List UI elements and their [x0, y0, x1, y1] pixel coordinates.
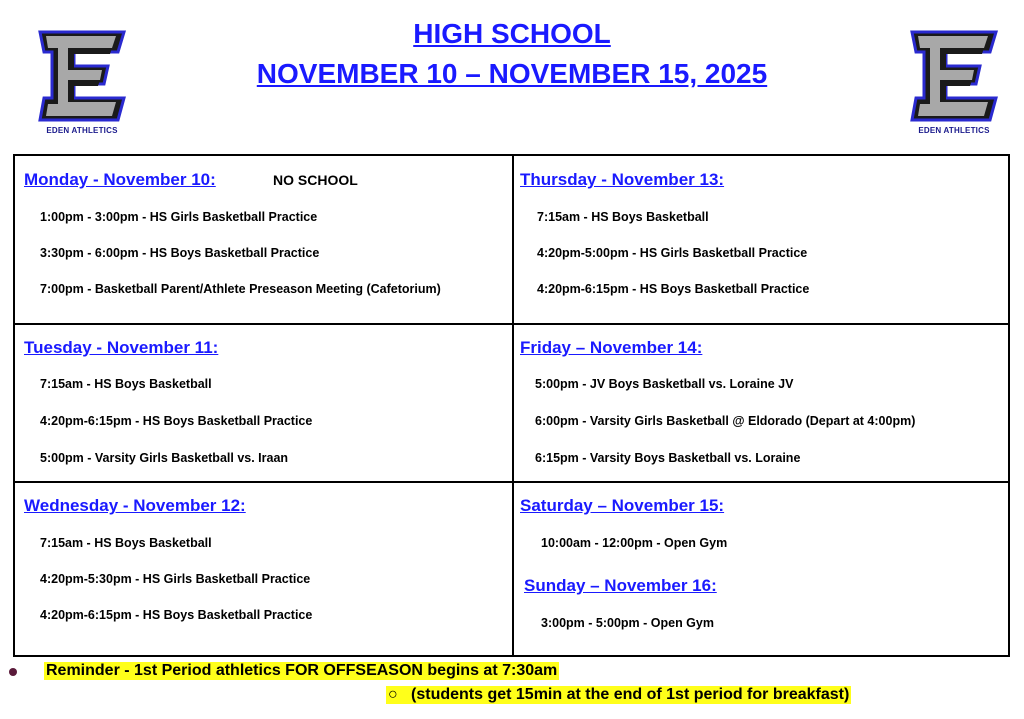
event-item: 7:15am - HS Boys Basketball [40, 536, 212, 550]
event-item: 6:15pm - Varsity Boys Basketball vs. Loraine [535, 451, 801, 465]
day-heading-monday: Monday - November 10: [24, 170, 216, 189]
event-item: 5:00pm - JV Boys Basketball vs. Loraine JV [535, 377, 794, 391]
day-heading-saturday: Saturday – November 15: [520, 496, 725, 515]
event-item: 3:30pm - 6:00pm - HS Boys Basketball Practice [40, 246, 320, 260]
row-divider [15, 481, 1008, 483]
event-item: 4:20pm-6:15pm - HS Boys Basketball Practice [40, 414, 313, 428]
day-heading-sunday: Sunday – November 16: [524, 576, 717, 595]
event-item: 7:15am - HS Boys Basketball [537, 210, 709, 224]
reminder-subnote [386, 686, 851, 704]
logo-caption: EDEN ATHLETICS [918, 126, 990, 135]
eden-athletics-logo-left [34, 26, 130, 138]
eden-athletics-logo-right [906, 26, 1002, 138]
event-item: 10:00am - 12:00pm - Open Gym [541, 536, 728, 550]
event-item: 3:00pm - 5:00pm - Open Gym [541, 616, 714, 630]
event-item: 6:00pm - Varsity Girls Basketball @ Eldorado (Depart at 4:00pm) [535, 414, 916, 428]
logo-caption: EDEN ATHLETICS [46, 126, 118, 135]
bullet-icon [9, 668, 17, 676]
event-item: 1:00pm - 3:00pm - HS Girls Basketball Practice [40, 210, 318, 224]
e-logo-icon [34, 26, 130, 126]
e-logo-icon [906, 26, 1002, 126]
sub-bullet-icon: ○ [388, 686, 398, 703]
no-school-note: NO SCHOOL [273, 172, 358, 188]
row-divider [15, 323, 1008, 325]
event-item: 7:00pm - Basketball Parent/Athlete Preseason Meeting (Cafetorium) [40, 282, 441, 296]
reminder-text: Reminder - 1st Period athletics FOR OFFSEASON begins at 7:30am [46, 662, 558, 679]
day-heading-tuesday: Tuesday - November 11: [24, 338, 219, 357]
event-item: 7:15am - HS Boys Basketball [40, 377, 212, 391]
schedule-table [13, 154, 1010, 657]
column-divider [512, 156, 514, 655]
event-item: 4:20pm-5:30pm - HS Girls Basketball Practice [40, 572, 311, 586]
page-title: HIGH SCHOOL [413, 18, 611, 49]
day-heading-wednesday: Wednesday - November 12: [24, 496, 246, 515]
event-item: 4:20pm-5:00pm - HS Girls Basketball Practice [537, 246, 808, 260]
day-heading-thursday: Thursday - November 13: [520, 170, 725, 189]
reminder-subnote-text: (students get 15min at the end of 1st period for breakfast) [411, 686, 850, 703]
event-item: 5:00pm - Varsity Girls Basketball vs. Iraan [40, 451, 289, 465]
event-item: 4:20pm-6:15pm - HS Boys Basketball Practice [537, 282, 810, 296]
event-item: 4:20pm-6:15pm - HS Boys Basketball Practice [40, 608, 313, 622]
day-heading-friday: Friday – November 14: [520, 338, 703, 357]
date-range-title: NOVEMBER 10 – NOVEMBER 15, 2025 [256, 58, 768, 89]
